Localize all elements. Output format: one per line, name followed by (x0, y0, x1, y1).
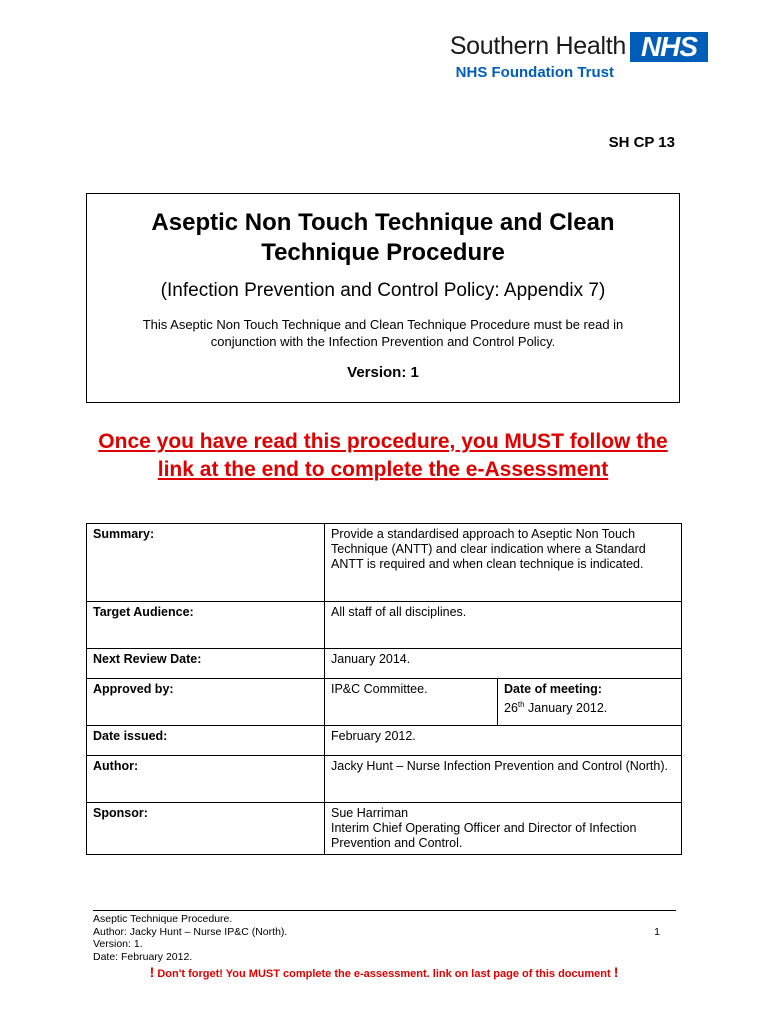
sponsor-value (325, 803, 682, 855)
e-assessment-reminder (86, 964, 682, 980)
document-title: Aseptic Non Touch Technique and Clean Technique Procedure (151, 209, 615, 266)
title-box (86, 193, 680, 403)
read-in-conjunction-note: This Aseptic Non Touch Technique and Clean Technique Procedure must be read in conjunction with the Infection Prevention and Control Policy. (142, 317, 624, 349)
review-value: January 2014. (325, 649, 682, 679)
org-name: Southern Health (449, 32, 626, 60)
version-label: Version: 1 (347, 364, 419, 381)
table-row (87, 679, 682, 726)
footer-line: Author: Jacky Hunt – Nurse IP&C (North). (93, 925, 288, 938)
exclamation-icon: ! (613, 964, 619, 980)
exclamation-icon: ! (149, 964, 155, 980)
sponsor-name: Sue Harriman (331, 806, 409, 820)
meeting-cell (498, 679, 682, 726)
sponsor-label: Sponsor: (87, 803, 325, 855)
approved-label: Approved by: (87, 679, 325, 726)
meeting-label: Date of meeting: (504, 682, 602, 696)
footer-line: Date: February 2012. (93, 950, 193, 963)
author-label: Author: (87, 756, 325, 803)
table-row (87, 756, 682, 803)
summary-label: Summary: (87, 524, 325, 602)
author-value: Jacky Hunt – Nurse Infection Prevention and Control (North). (325, 756, 682, 803)
audience-value: All staff of all disciplines. (325, 602, 682, 649)
nhs-badge: NHS (630, 32, 708, 62)
review-label: Next Review Date: (87, 649, 325, 679)
table-row (87, 649, 682, 679)
document-subtitle: (Infection Prevention and Control Policy: Appendix 7) (160, 280, 606, 301)
trust-name: NHS Foundation Trust (455, 64, 614, 81)
page-footer (93, 910, 676, 963)
table-row (87, 803, 682, 855)
summary-value: Provide a standardised approach to Aseptic Non Touch Technique (ANTT) and clear indication where a Standard ANTT is required and when clean technique is indicated. (325, 524, 682, 602)
sponsor-role: Interim Chief Operating Officer and Director of Infection Prevention and Control. (331, 821, 637, 850)
footer-line: Aseptic Technique Procedure. (93, 913, 233, 925)
document-info-table (86, 523, 682, 855)
issued-label: Date issued: (87, 726, 325, 756)
table-row (87, 602, 682, 649)
page-number: 1 (654, 926, 660, 938)
issued-value: February 2012. (325, 726, 682, 756)
reminder-text: Don't forget! You MUST complete the e-assessment. link on last page of this document (157, 968, 611, 980)
meeting-date: 26th January 2012. (504, 700, 608, 716)
table-row (87, 524, 682, 602)
document-reference: SH CP 13 (608, 134, 675, 151)
approved-value: IP&C Committee. (325, 679, 498, 726)
table-row (87, 726, 682, 756)
nhs-logo (408, 30, 708, 86)
footer-line: Version: 1. (93, 938, 143, 950)
e-assessment-warning: Once you have read this procedure, you MUST follow the link at the end to complete the e-Assessment (98, 430, 668, 481)
audience-label: Target Audience: (87, 602, 325, 649)
